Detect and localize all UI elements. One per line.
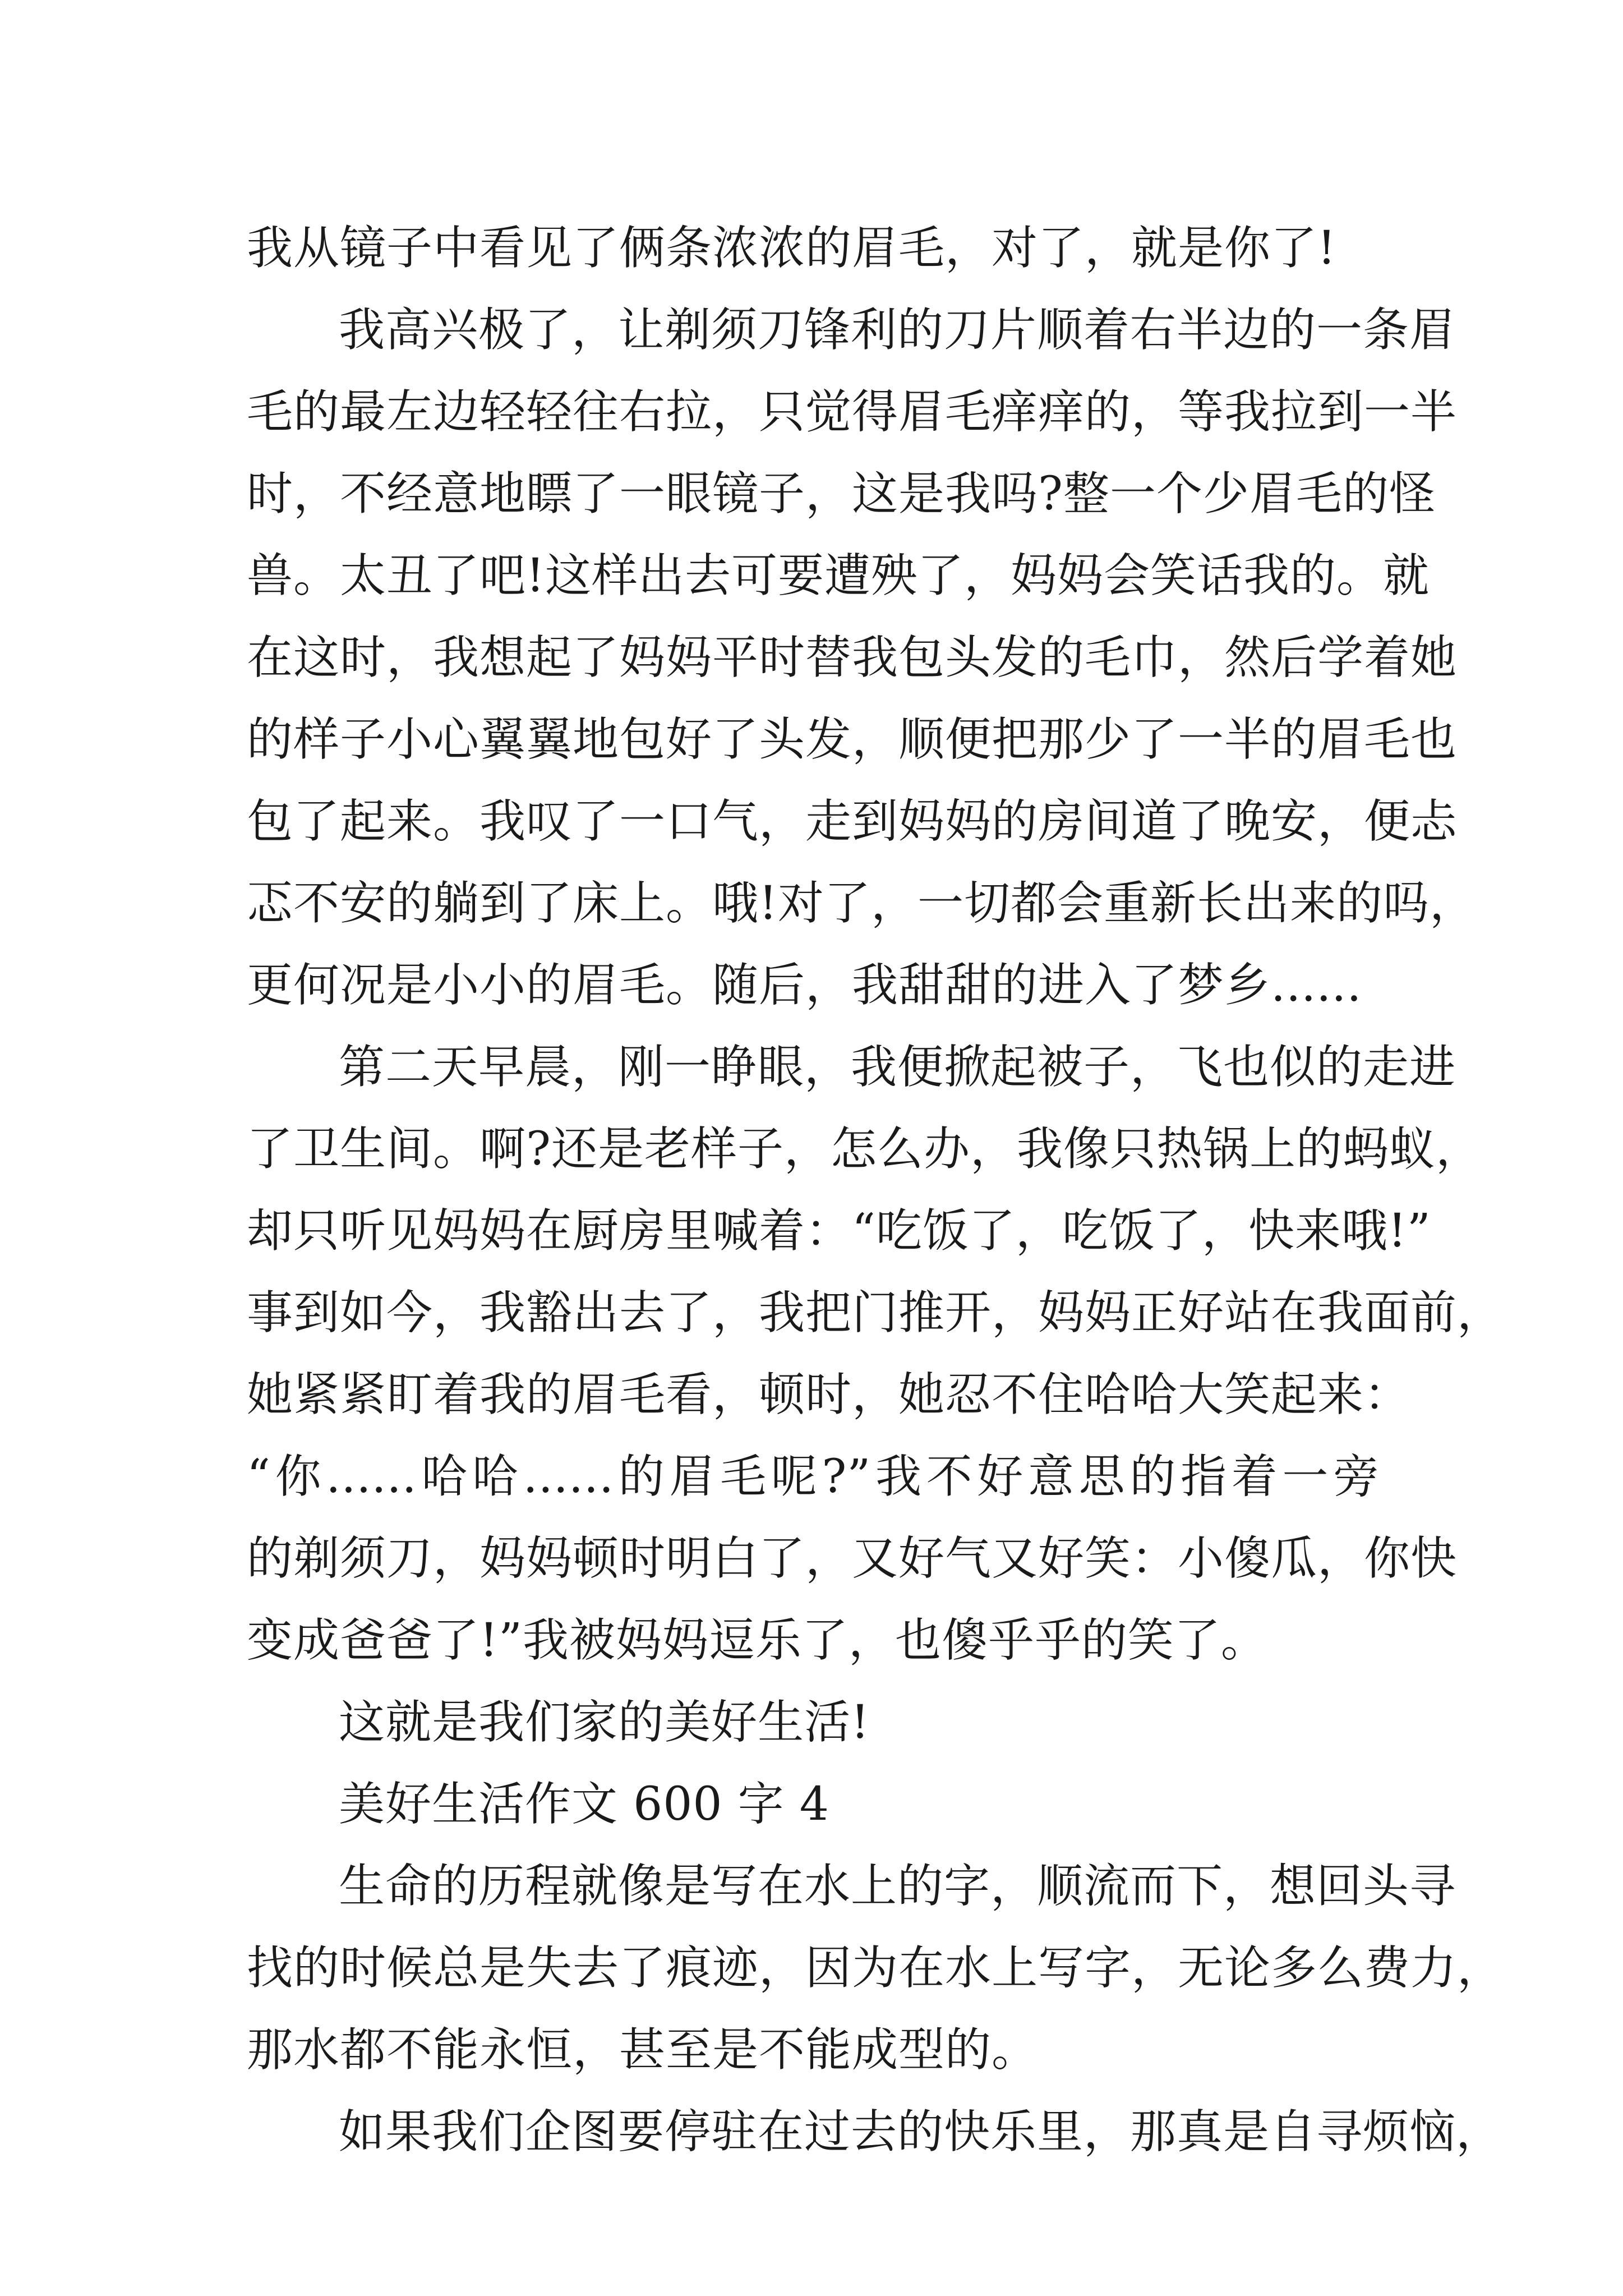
text-line: 第二天早晨，刚一睁眼，我便掀起被子，飞也似的走进 [339,1041,1456,1094]
text-line: 的样子小心翼翼地包好了头发，顺便把那少了一半的眉毛也 [247,713,1458,766]
text-line: 毛的最左边轻轻往右拉，只觉得眉毛痒痒的，等我拉到一半 [247,385,1458,439]
text-line: 事到如今，我豁出去了，我把门推开，妈妈正好站在我面前， [247,1286,1504,1340]
section-heading: 美好生活作文 600 字 4 [339,1778,829,1831]
text-line: 找的时候总是失去了痕迹，因为在水上写字，无论多么费力， [247,1941,1504,1995]
text-line: 她紧紧盯着我的眉毛看，顿时，她忍不住哈哈大笑起来： [247,1368,1411,1421]
text-line: 忑不安的躺到了床上。哦!对了，一切都会重新长出来的吗， [247,877,1476,930]
text-line: 在这时，我想起了妈妈平时替我包头发的毛巾，然后学着她 [247,631,1458,684]
text-line: 时，不经意地瞟了一眼镜子，这是我吗?整一个少眉毛的怪 [247,467,1436,521]
text-line: 这就是我们家的美好生活! [339,1696,870,1749]
text-line: 的剃须刀，妈妈顿时明白了，又好气又好笑：小傻瓜，你快 [247,1532,1458,1585]
text-line: 却只听见妈妈在厨房里喊着：“吃饭了，吃饭了，快来哦!” [247,1204,1431,1258]
text-line: 了卫生间。啊?还是老样子，怎么办，我像只热锅上的蚂蚁， [247,1122,1482,1176]
text-line: “你......哈哈......的眉毛呢?”我不好意思的指着一旁 [247,1450,1380,1503]
body-text [247,208,1504,2173]
text-line: 那水都不能永恒，甚至是不能成型的。 [247,2023,1039,2077]
text-line: 我高兴极了，让剃须刀锋利的刀片顺着右半边的一条眉 [339,303,1456,357]
text-line: 兽。太丑了吧!这样出去可要遭殃了，妈妈会笑话我的。就 [247,549,1430,602]
text-line: 包了起来。我叹了一口气，走到妈妈的房间道了晚安，便忐 [247,795,1458,848]
text-line: 如果我们企图要停驻在过去的快乐里，那真是自寻烦恼， [339,2105,1503,2159]
text-line: 我从镜子中看见了俩条浓浓的眉毛，对了，就是你了! [247,222,1336,275]
text-line: 变成爸爸了!”我被妈妈逗乐了，也傻乎乎的笑了。 [247,1614,1267,1667]
text-line: 更何况是小小的眉毛。随后，我甜甜的进入了梦乡...... [247,959,1362,1012]
text-line: 生命的历程就像是写在水上的字，顺流而下，想回头寻 [339,1860,1456,1913]
